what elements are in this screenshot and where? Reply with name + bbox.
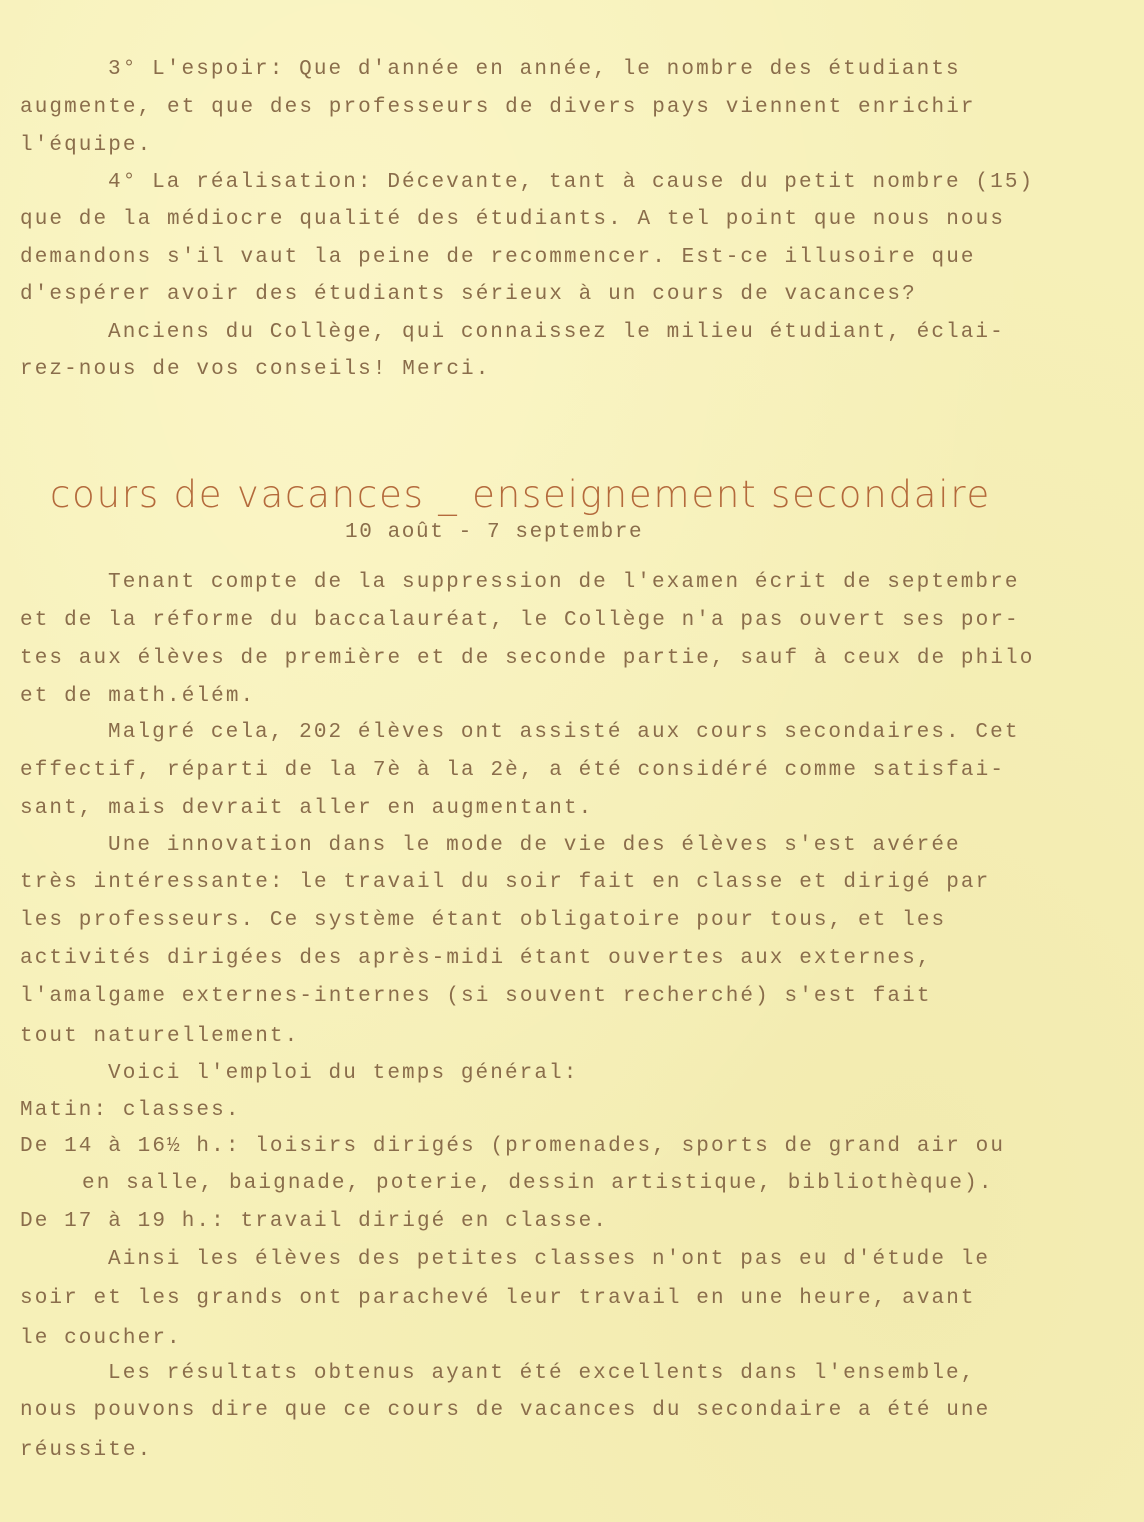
text-line: 3° L'espoir: Que d'année en année, le nombre des étudiants: [108, 58, 961, 81]
text-line: les professeurs. Ce système étant obligatoire pour tous, et les: [20, 909, 947, 932]
text-line: en salle, baignade, poterie, dessin artistique, bibliothèque).: [82, 1172, 994, 1195]
text-line: l'équipe.: [20, 134, 153, 157]
text-line: tout naturellement.: [20, 1025, 300, 1048]
text-line: Anciens du Collège, qui connaissez le milieu étudiant, éclai-: [108, 321, 1005, 344]
text-line: réussite.: [20, 1439, 153, 1462]
text-line: Ainsi les élèves des petites classes n'ont pas eu d'étude le: [108, 1248, 991, 1271]
section-dates: 10 août - 7 septembre: [345, 521, 644, 544]
text-line: sant, mais devrait aller en augmentant.: [20, 797, 594, 820]
text-line: rez-nous de vos conseils! Merci.: [20, 358, 491, 381]
text-line: effectif, réparti de la 7è à la 2è, a été considéré comme satisfai-: [20, 759, 1006, 782]
section-heading: cours de vacances _ enseignement secondaire: [50, 473, 992, 516]
text-line: demandons s'il vaut la peine de recommencer. Est-ce illusoire que: [20, 246, 976, 269]
text-line: Une innovation dans le mode de vie des élèves s'est avérée: [108, 834, 961, 857]
text-line: Tenant compte de la suppression de l'examen écrit de septembre: [108, 571, 1020, 594]
text-line: tes aux élèves de première et de seconde partie, sauf à ceux de philo: [20, 647, 1035, 670]
text-line: nous pouvons dire que ce cours de vacances du secondaire a été une: [20, 1399, 991, 1422]
text-line: et de math.élém.: [20, 685, 256, 708]
text-line: très intéressante: le travail du soir fait en classe et dirigé par: [20, 871, 991, 894]
text-line: augmente, et que des professeurs de divers pays viennent enrichir: [20, 96, 976, 119]
text-line: Les résultats obtenus ayant été excellents dans l'ensemble,: [108, 1362, 976, 1385]
text-line: De 14 à 16½ h.: loisirs dirigés (promenades, sports de grand air ou: [20, 1135, 1006, 1158]
text-line: que de la médiocre qualité des étudiants. A tel point que nous nous: [20, 208, 1006, 231]
text-line: l'amalgame externes-internes (si souvent recherché) s'est fait: [20, 985, 932, 1008]
text-line: 4° La réalisation: Décevante, tant à cause du petit nombre (15): [108, 171, 1035, 194]
text-line: activités dirigées des après-midi étant ouvertes aux externes,: [20, 947, 932, 970]
text-line: d'espérer avoir des étudiants sérieux à un cours de vacances?: [20, 283, 917, 306]
text-line: Matin: classes.: [20, 1099, 241, 1122]
text-line: soir et les grands ont parachevé leur travail en une heure, avant: [20, 1287, 976, 1310]
text-line: Voici l'emploi du temps général:: [108, 1062, 579, 1085]
text-line: De 17 à 19 h.: travail dirigé en classe.: [20, 1210, 609, 1233]
text-line: Malgré cela, 202 élèves ont assisté aux cours secondaires. Cet: [108, 721, 1020, 744]
text-line: le coucher.: [20, 1327, 182, 1350]
text-line: et de la réforme du baccalauréat, le Collège n'a pas ouvert ses por-: [20, 609, 1020, 632]
